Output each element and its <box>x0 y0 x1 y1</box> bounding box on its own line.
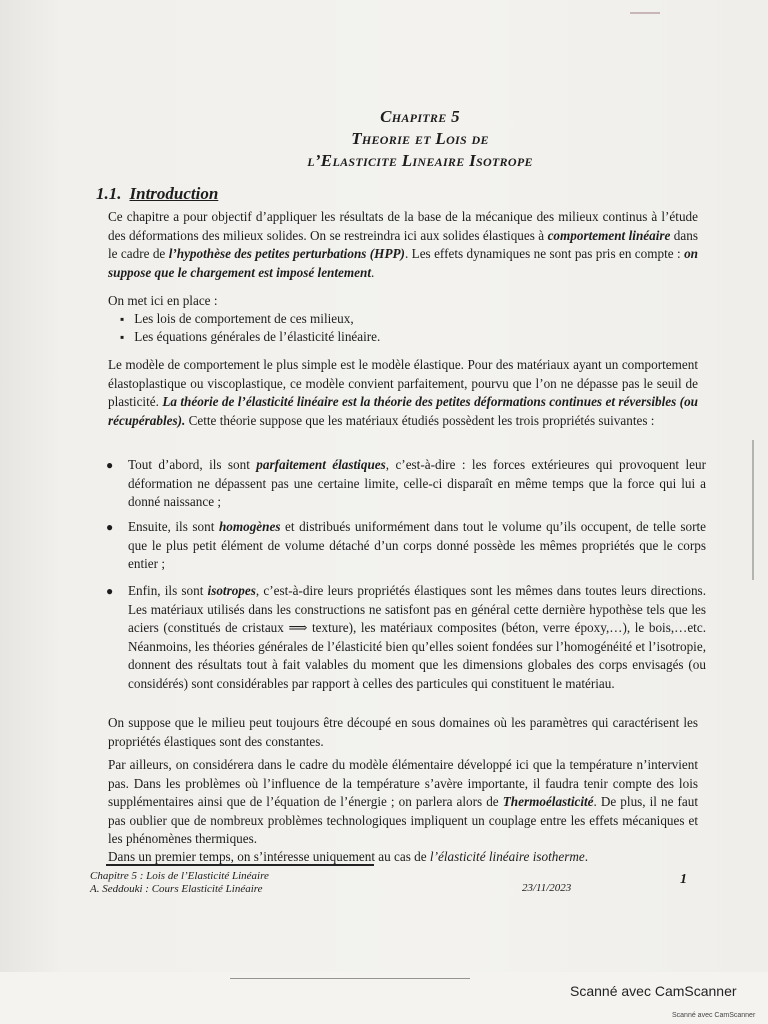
text: dans le cadre de <box>108 227 698 261</box>
page-mark <box>630 12 660 14</box>
bullet-icon: ● <box>106 584 114 598</box>
paragraph-temperature <box>108 756 698 849</box>
emphasis: on suppose que le chargement est imposé lentement <box>108 246 698 280</box>
emphasis: isotropes <box>207 583 256 598</box>
text: , c’est-à-dire : les forces extérieures qui provoquent leur déformation ne dépassent pas une certaine limite, celle-ci disparaît en même temps que la force qui lui a donné naissance ; <box>128 457 706 509</box>
list-item: ▪ Les lois de comportement de ces milieux, <box>120 310 380 328</box>
bullet-isotropic <box>106 582 706 693</box>
text: Tout d’abord, ils sont <box>128 457 257 472</box>
emphasis: l’hypothèse des petites perturbations (HPP) <box>168 246 405 261</box>
paragraph-list-intro: On met ici en place : <box>108 293 218 308</box>
text: et distribués uniformément dans tout le volume qu’ils occupent, de telle sorte que le plus petit élément de volume détaché d’un corps donné possède les mêmes propriétés que le corps entier ; <box>128 519 707 571</box>
paragraph-subdomains: On suppose que le milieu peut toujours être découpé en sous domaines où les paramètres qui caractérisent les propriétés élastiques sont des constantes. <box>108 715 698 749</box>
text: Ce chapitre a pour objectif d’appliquer les résultats de la base de la mécanique des milieux continus à l’étude des déformations des milieux solides. On se restreindra ici aux solides élastiques à <box>108 209 698 243</box>
chapter-title-block <box>240 106 600 172</box>
bullet-elastic <box>106 456 706 512</box>
text: Ensuite, ils sont <box>128 519 219 534</box>
paragraph-model <box>108 356 698 430</box>
text: Enfin, ils sont <box>128 583 208 598</box>
binding-shadow <box>752 440 754 580</box>
scan-artifact-line <box>230 978 470 979</box>
objectives-list <box>120 310 380 346</box>
footer-author: A. Seddouki : Cours Elasticité Linéaire <box>90 883 263 895</box>
section-heading <box>96 184 218 204</box>
emphasis: La théorie de l’élasticité linéaire est la théorie des petites déformations continues et réversibles (ou récupérables). <box>108 394 698 428</box>
text: Cette théorie suppose que les matériaux étudiés possèdent les trois propriétés suivantes : <box>185 412 655 428</box>
text: . <box>371 264 375 280</box>
text: Par ailleurs, on considérera dans le cadre du modèle élémentaire développé ici que la température n’intervient pas. Dans les problèmes où l’influence de la température s’avère importante, il faudra tenir compte des lois supplémentaires ainsi que de l’équation de l’énergie ; on parlera alors de <box>108 757 698 809</box>
bullet-icon: ● <box>106 458 114 472</box>
section-title: Introduction <box>129 184 219 203</box>
text: Dans un premier temps, on s’intéresse uniquement au cas de <box>108 849 430 864</box>
footer-rule <box>106 864 374 866</box>
emphasis: parfaitement élastiques <box>256 457 386 472</box>
paragraph-intro <box>108 208 698 282</box>
list-item: ▪ Les équations générales de l’élasticité linéaire. <box>120 328 380 346</box>
chapter-title-line1: Theorie et Lois de <box>351 129 489 148</box>
text: , c’est-à-dire leurs propriétés élastiques sont les mêmes dans toutes leurs directions. Les matériaux utilisés dans les constructions ne satisfont pas en général cette dernière hypothèse tels que les aciers (constitués de cristaux ⟹ texture), les matériaux composites (béton, verre époxy,…), le bois,…etc. Néanmoins, les théories générales de l’élasticité bien qu’elles soient fondées sur l’homogénéité et l’isotropie, donnent des résultats tout à fait valables du moment que les dimensions globales des corps envisagés (ou considérés) sont considérables par rapport à celles des particules qui constituent le matériau. <box>128 583 706 691</box>
footer-chapter: Chapitre 5 : Lois de l’Elasticité Linéaire <box>90 870 269 882</box>
bullet-icon: ● <box>106 520 114 534</box>
footer-credits <box>90 870 269 896</box>
text: . <box>584 849 588 864</box>
text: . Les effets dynamiques ne sont pas pris en compte : <box>404 246 685 261</box>
chapter-title-line2: l’Elasticite Lineaire Isotrope <box>307 151 533 170</box>
camscanner-small-watermark: Scanné avec CamScanner <box>672 1012 756 1019</box>
chapter-number: Chapitre 5 <box>380 107 460 126</box>
text: Le modèle de comportement le plus simple est le modèle élastique. Pour des matériaux ayant un comportement élastoplastique ou viscoplastique, ce modèle convient parfaitement, pourvu que l’on ne dépasse pas le seuil de plasticité. <box>108 357 698 409</box>
emphasis: l’élasticité linéaire isotherme <box>429 849 585 864</box>
emphasis: Thermoélasticité <box>502 794 594 809</box>
page-number: 1 <box>680 872 687 887</box>
footer-date: 23/11/2023 <box>522 882 572 894</box>
section-number: 1.1. <box>96 184 122 203</box>
emphasis: comportement linéaire <box>547 227 671 243</box>
emphasis: homogènes <box>218 519 281 534</box>
bullet-homogeneous <box>106 518 706 574</box>
text: . De plus, il ne faut pas oublier que de nombreux problèmes technologiques impliquent un couplage entre les effets mécaniques et les phénomènes thermiques. <box>108 794 699 846</box>
camscanner-watermark: Scanné avec CamScanner <box>570 983 737 999</box>
